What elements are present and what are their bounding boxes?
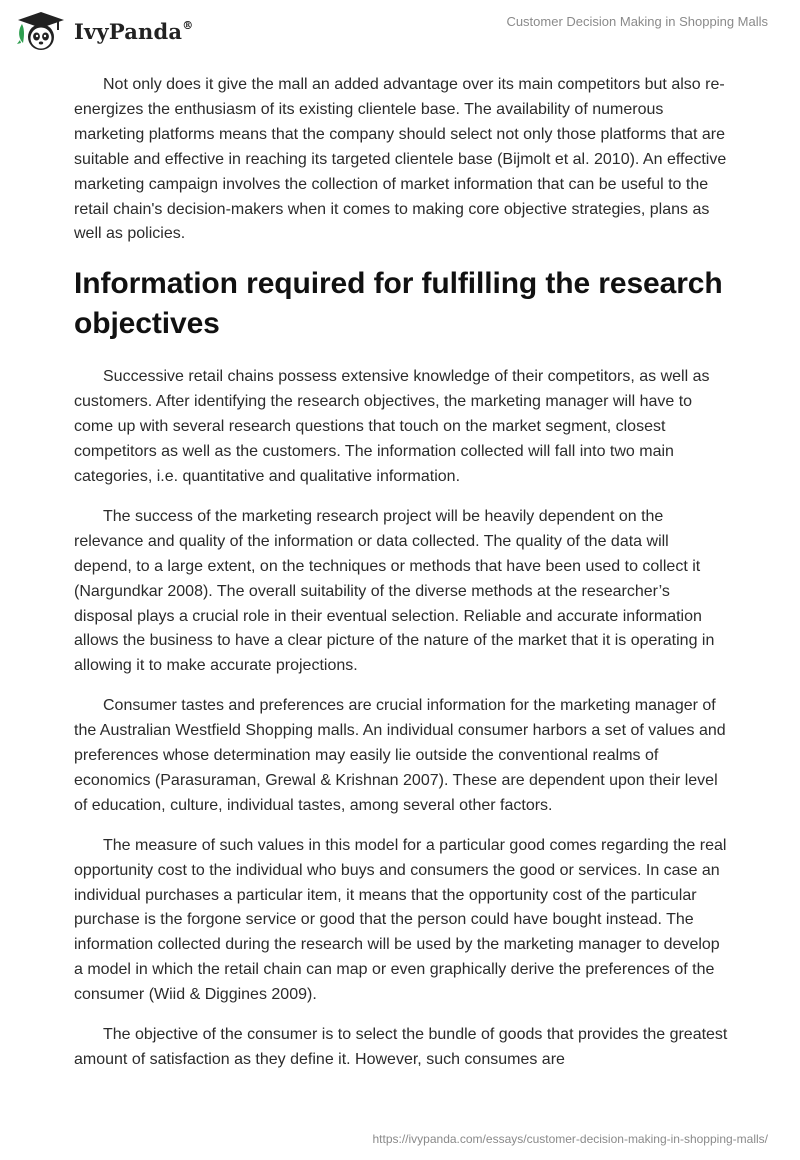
brand-logo[interactable]	[14, 10, 193, 52]
source-url[interactable]: https://ivypanda.com/essays/customer-decision-making-in-shopping-malls/	[372, 1132, 768, 1146]
section-heading: Information required for fulfilling the research objectives	[74, 267, 723, 341]
paragraph: Successive retail chains possess extensive knowledge of their competitors, as well as customers. After identifying the research objectives, the marketing manager will have to come up with several research questions that touch on the market segment, closest competitors as well as the customers. The information collected will fall into two main categories, i.e. quantitative and qualitative information.	[74, 368, 710, 485]
paragraph: The objective of the consumer is to select the bundle of goods that provides the greatest amount of satisfaction as they define it. However, such consumes are	[74, 1026, 728, 1068]
paragraph: The success of the marketing research project will be heavily dependent on the relevance and quality of the information or data collected. The quality of the data will depend, to a large extent, on the techniques or methods that have been used to collect it (Nargundkar 2008). The overall suitability of the diverse methods at the researcher’s disposal plays a crucial role in their eventual selection. Reliable and accurate information allows the business to have a clear picture of the nature of the market that it is operating in allowing it to make accurate projections.	[74, 507, 715, 675]
paragraph: Not only does it give the mall an added advantage over its main competitors but also re-energizes the enthusiasm of its existing clientele base. The availability of numerous marketing platforms means that the company should select not only those platforms that are suitable and effective in reaching its targeted clientele base (Bijmolt et al. 2010). An effective marketing campaign involves the collection of market information that can be useful to the retail chain's decision-makers when it comes to making core objective strategies, plans as well as policies.	[74, 76, 727, 243]
essay-content	[74, 73, 728, 1088]
paragraph: Consumer tastes and preferences are crucial information for the marketing manager of the Australian Westfield Shopping malls. An individual consumer harbors a set of values and preferences whose determination may easily lie outside the conventional realms of economics (Parasuraman, Grewal & Krishnan 2007). These are dependent upon their level of education, culture, individual tastes, among several other factors.	[74, 697, 726, 814]
paragraph: The measure of such values in this model for a particular good comes regarding the real opportunity cost to the individual who buys and consumers the good or services. In case an individual purchases a particular item, it means that the opportunity cost of the particular purchase is the forgone service or good that the person could have bought instead. The information collected during the research will be used by the marketing manager to develop a model in which the retail chain can map or even graphically derive the preferences of the consumer (Wiid & Diggines 2009).	[74, 836, 727, 1004]
page-header	[0, 0, 800, 60]
brand-name: IvyPanda®	[74, 18, 194, 44]
document-title: Customer Decision Making in Shopping Malls	[506, 14, 768, 29]
panda-graduate-logo-icon	[14, 10, 68, 52]
